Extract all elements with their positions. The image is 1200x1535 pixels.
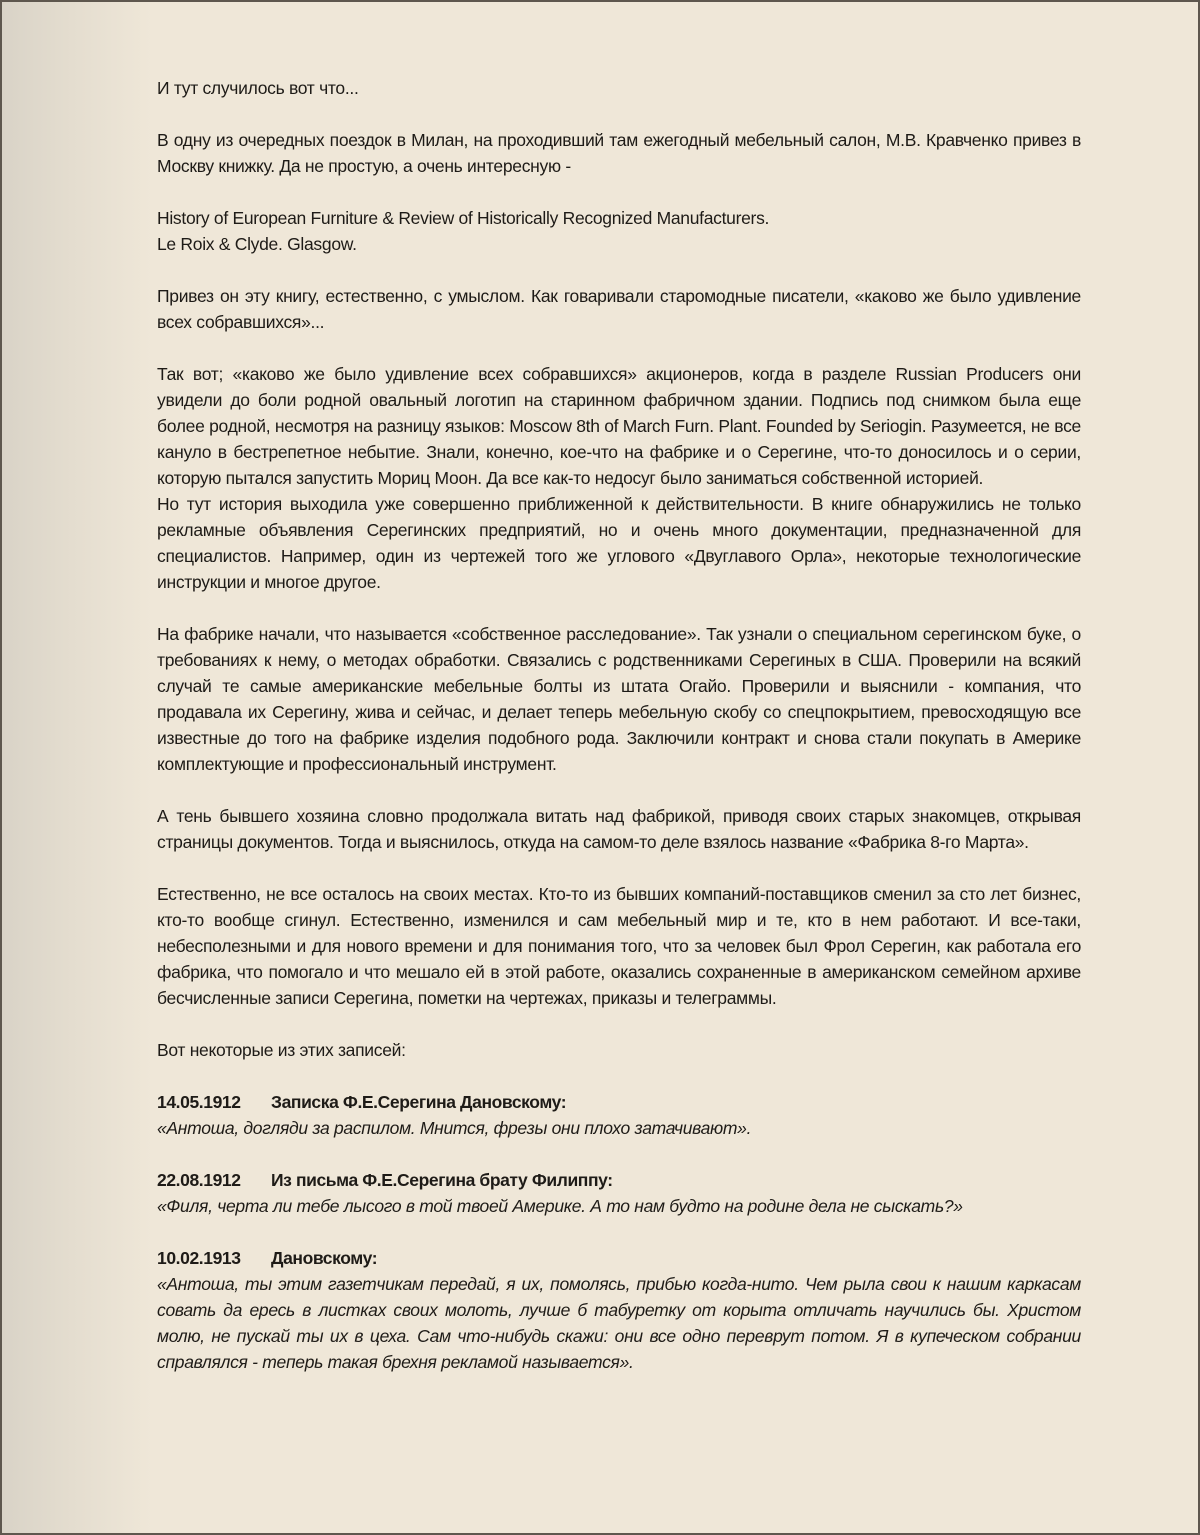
record-heading xyxy=(157,1167,1081,1193)
record-date: 10.02.1913 xyxy=(157,1248,241,1268)
paragraph-former-owner: А тень бывшего хозяина словно продолжала витать над фабрикой, приводя своих старых знакомцев, открывая страницы документов. Тогда и выяснилось, откуда на самом-то деле взялось название «Фабрика 8-го Марта». xyxy=(157,806,1081,852)
record-date: 14.05.1912 xyxy=(157,1092,241,1112)
book-title: History of European Furniture & Review of Historically Recognized Manufacturers. xyxy=(157,208,770,228)
record-entry xyxy=(157,1167,1081,1219)
document-body xyxy=(157,75,1081,1401)
paragraph-records-intro: Вот некоторые из этих записей: xyxy=(157,1040,406,1060)
record-title: Из письма Ф.Е.Серегина брату Филиппу: xyxy=(271,1170,613,1190)
record-date: 22.08.1912 xyxy=(157,1170,241,1190)
intro-line: И тут случилось вот что... xyxy=(157,78,359,98)
paragraph-investigation: На фабрике начали, что называется «собственное расследование». Так узнали о специальном серегинском буке, о требованиях к нему, о методах обработки. Связались с родственниками Серегиных в США. Проверили на всякий случай те самые американские мебельные болты из штата Огайо. Проверили и выяснили - компания, что продавала их Серегину, жива и сейчас, и делает теперь мебельную скобу со спецпокрытием, превосходящую все известные до того на фабрике изделия подобного рода. Заключили контракт и снова стали покупать в Америке комплектующие и профессиональный инструмент. xyxy=(157,624,1081,774)
record-heading xyxy=(157,1245,1081,1271)
record-heading xyxy=(157,1089,1081,1115)
paragraph-book-purpose: Привез он эту книгу, естественно, с умыслом. Как говаривали старомодные писатели, «каково же было удивление всех собравшихся»... xyxy=(157,286,1081,332)
paragraph-archive: Естественно, не все осталось на своих местах. Кто-то из бывших компаний-поставщиков сменил за сто лет бизнес, кто-то вообще сгинул. Естественно, изменился и сам мебельный мир и те, кто в нем работают. И все-таки, небесполезными и для нового времени и для понимания того, что за человек был Фрол Серегин, как работала его фабрика, что помогало и что мешало ей в этой работе, оказались сохраненные в американском семейном архиве бесчисленные записи Серегина, пометки на чертежах, приказы и телеграммы. xyxy=(157,884,1081,1008)
paragraph-book-contents: Но тут история выходила уже совершенно приближенной к действительности. В книге обнаружились не только рекламные объявления Серегинских предприятий, но и очень много документации, предназначенной для специалистов. Например, один из чертежей того же углового «Двуглавого Орла», некоторые технологические инструкции и многое другое. xyxy=(157,494,1081,592)
paragraph-shareholders-surprise: Так вот; «каково же было удивление всех собравшихся» акционеров, когда в разделе Russian Producers они увидели до боли родной овальный логотип на старинном фабричном здании. Подпись под снимком была еще более родной, несмотря на разницу языков: Moscow 8th of March Furn. Plant. Founded by Seriogin. Разумеется, не все кануло в бестрепетное небытие. Знали, конечно, кое-что на фабрике и о Серегине, что-то доносилось и о серии, которую пытался запустить Мориц Моон. Да все как-то недосуг было заниматься собственной историей. xyxy=(157,364,1081,488)
book-citation xyxy=(157,205,1081,257)
record-entry xyxy=(157,1245,1081,1375)
record-quote: «Филя, черта ли тебе лысого в той твоей Америке. А то нам будто на родине дела не сыскать?» xyxy=(157,1196,963,1216)
record-entry xyxy=(157,1089,1081,1141)
record-quote: «Антоша, ты этим газетчикам передай, я их, помолясь, прибью когда-нито. Чем рыла свои к нашим каркасам совать да ересь в листках своих молоть, лучше б табуретку от корыта отличать научились бы. Христом молю, не пускай ты их в цеха. Сам что-нибудь скажи: они все одно переврут потом. Я в купеческом собрании справлялся - теперь такая брехня рекламой называется». xyxy=(157,1274,1081,1372)
book-publisher: Le Roix & Clyde. Glasgow. xyxy=(157,234,357,254)
paragraph-milan-trip: В одну из очередных поездок в Милан, на проходивший там ежегодный мебельный салон, М.В. Кравченко привез в Москву книжку. Да не простую, а очень интересную - xyxy=(157,130,1081,176)
record-title: Записка Ф.Е.Серегина Дановскому: xyxy=(271,1092,567,1112)
record-title: Дановскому: xyxy=(271,1248,378,1268)
record-quote: «Антоша, догляди за распилом. Мнится, фрезы они плохо затачивают». xyxy=(157,1118,752,1138)
